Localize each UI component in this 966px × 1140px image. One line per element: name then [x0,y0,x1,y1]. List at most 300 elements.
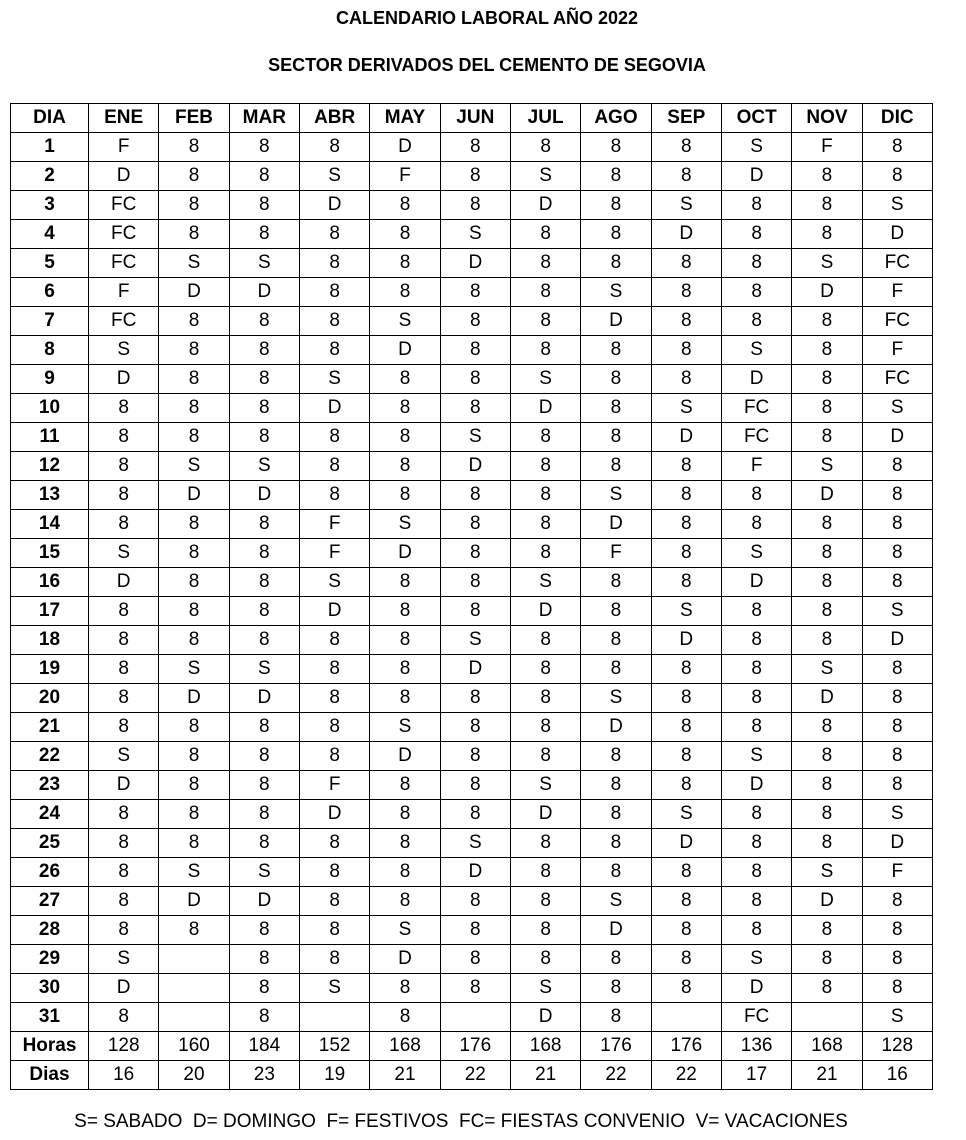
day-cell: 8 [370,684,440,713]
day-cell: 8 [159,336,229,365]
day-cell: 8 [229,597,299,626]
day-cell: FC [862,249,932,278]
day-cell: D [581,916,651,945]
day-cell: D [510,191,580,220]
day-cell: 8 [581,394,651,423]
day-cell: 8 [510,133,580,162]
table-row [11,162,933,191]
day-cell: D [89,568,159,597]
day-cell: 8 [370,626,440,655]
day-cell: S [792,452,862,481]
day-cell: F [89,133,159,162]
table-row [11,133,933,162]
day-cell: 8 [651,249,721,278]
day-cell: 8 [581,974,651,1003]
day-cell: 8 [862,133,932,162]
day-cell: 8 [370,365,440,394]
day-cell: 8 [721,249,791,278]
day-cell: 8 [651,162,721,191]
day-cell: 8 [159,742,229,771]
day-cell: F [862,858,932,887]
day-cell: 8 [721,655,791,684]
day-cell: 8 [299,133,369,162]
day-cell: 8 [370,829,440,858]
day-cell: D [299,394,369,423]
day-cell: S [862,191,932,220]
day-cell: 8 [229,568,299,597]
day-cell: D [370,945,440,974]
day-cell: S [229,452,299,481]
day-cell: F [862,336,932,365]
day-cell: 8 [440,771,510,800]
day-cell: 8 [440,974,510,1003]
day-cell: 8 [89,916,159,945]
day-cell: 8 [862,945,932,974]
day-cell: S [299,568,369,597]
day-cell: S [862,1003,932,1032]
day-cell: 8 [440,191,510,220]
day-number: 29 [11,945,89,974]
day-cell: 8 [299,655,369,684]
day-cell: 8 [581,858,651,887]
day-cell: 8 [159,220,229,249]
day-cell: S [229,249,299,278]
day-cell: 8 [792,800,862,829]
hours-value: 152 [299,1032,369,1061]
table-row [11,539,933,568]
day-cell: 8 [299,858,369,887]
day-cell: 8 [370,452,440,481]
day-cell: S [440,423,510,452]
day-cell: 8 [862,771,932,800]
day-cell: 8 [651,945,721,974]
day-cell: 8 [440,742,510,771]
day-cell: 8 [792,394,862,423]
day-cell: F [370,162,440,191]
day-cell: 8 [89,887,159,916]
day-cell: 8 [721,916,791,945]
day-cell: 8 [440,278,510,307]
day-cell: 8 [510,626,580,655]
day-cell: 8 [721,800,791,829]
day-cell: 8 [510,945,580,974]
table-row [11,249,933,278]
day-cell: 8 [229,539,299,568]
day-cell: 8 [721,887,791,916]
day-cell: 8 [510,887,580,916]
days-value: 19 [299,1061,369,1090]
day-cell: S [651,191,721,220]
hours-value: 184 [229,1032,299,1061]
day-cell: D [440,452,510,481]
day-cell: 8 [159,539,229,568]
day-cell: 8 [581,945,651,974]
day-cell: 8 [510,278,580,307]
day-number: 10 [11,394,89,423]
day-cell: D [299,800,369,829]
day-cell: 8 [299,220,369,249]
day-cell: 8 [229,800,299,829]
day-cell: 8 [651,307,721,336]
day-cell: 8 [862,916,932,945]
day-cell: 8 [440,133,510,162]
day-cell: 8 [370,249,440,278]
day-cell: S [510,365,580,394]
day-cell: 8 [651,278,721,307]
hours-value: 128 [862,1032,932,1061]
day-cell: FC [721,394,791,423]
day-cell: D [89,974,159,1003]
day-cell: 8 [510,481,580,510]
day-cell: 8 [159,133,229,162]
day-cell: D [510,800,580,829]
day-cell [159,945,229,974]
table-row [11,278,933,307]
day-cell: 8 [581,365,651,394]
day-cell: 8 [581,742,651,771]
day-cell: 8 [229,220,299,249]
day-number: 12 [11,452,89,481]
header-month: NOV [792,104,862,133]
day-number: 6 [11,278,89,307]
day-cell: 8 [229,191,299,220]
day-cell: S [370,307,440,336]
day-cell: D [370,742,440,771]
day-cell: 8 [440,510,510,539]
day-cell: D [89,162,159,191]
table-row [11,568,933,597]
day-cell: 8 [510,336,580,365]
table-row [11,858,933,887]
day-cell: D [510,394,580,423]
day-cell: S [581,887,651,916]
day-cell: 8 [370,394,440,423]
day-cell: 8 [229,742,299,771]
day-cell: 8 [440,945,510,974]
day-cell: 8 [721,510,791,539]
day-number: 19 [11,655,89,684]
hours-row [11,1032,933,1061]
days-row [11,1061,933,1090]
day-cell: 8 [792,597,862,626]
day-cell: D [721,771,791,800]
day-cell: D [510,597,580,626]
day-cell: 8 [229,365,299,394]
day-cell: 8 [862,568,932,597]
day-cell: S [440,220,510,249]
day-cell: 8 [581,249,651,278]
day-number: 21 [11,713,89,742]
day-number: 18 [11,626,89,655]
days-value: 21 [792,1061,862,1090]
day-cell: 8 [510,742,580,771]
day-cell: S [651,597,721,626]
day-cell: 8 [229,307,299,336]
day-cell: S [721,539,791,568]
day-cell: 8 [89,481,159,510]
day-cell: 8 [510,713,580,742]
day-cell: 8 [89,858,159,887]
day-cell: 8 [721,858,791,887]
day-cell: 8 [581,626,651,655]
day-cell: 8 [440,394,510,423]
day-cell: D [159,684,229,713]
table-row [11,191,933,220]
day-cell: 8 [862,684,932,713]
table-row [11,800,933,829]
day-cell: 8 [229,394,299,423]
day-cell: 8 [229,829,299,858]
hours-value: 160 [159,1032,229,1061]
day-cell: 8 [792,307,862,336]
header-month: SEP [651,104,721,133]
day-cell: 8 [370,278,440,307]
day-cell: 8 [721,278,791,307]
day-cell: 8 [792,568,862,597]
day-cell: S [581,481,651,510]
day-cell: 8 [229,423,299,452]
day-cell: 8 [159,191,229,220]
day-cell [792,1003,862,1032]
day-cell [159,1003,229,1032]
day-cell: 8 [721,597,791,626]
day-cell: 8 [440,162,510,191]
day-number: 4 [11,220,89,249]
day-cell: 8 [651,539,721,568]
day-cell: S [229,858,299,887]
legend: S= SABADO D= DOMINGO F= FESTIVOS FC= FIESTAS CONVENIO V= VACACIONES [74,1111,848,1132]
day-cell [299,1003,369,1032]
day-cell: S [229,655,299,684]
day-cell: D [862,220,932,249]
day-cell: S [510,162,580,191]
day-cell: 8 [229,510,299,539]
day-cell: S [862,800,932,829]
day-cell: D [862,829,932,858]
day-cell: FC [862,365,932,394]
day-cell: 8 [862,510,932,539]
day-cell: FC [862,307,932,336]
day-cell: 8 [862,539,932,568]
header-row [11,104,933,133]
day-cell: 8 [440,684,510,713]
day-cell: 8 [89,713,159,742]
day-number: 13 [11,481,89,510]
day-cell: 8 [440,307,510,336]
day-cell: S [721,336,791,365]
header-month: JUN [440,104,510,133]
day-cell: D [651,423,721,452]
day-number: 2 [11,162,89,191]
day-cell: 8 [581,133,651,162]
day-cell: D [862,423,932,452]
day-number: 15 [11,539,89,568]
day-cell [651,1003,721,1032]
days-value: 16 [862,1061,932,1090]
day-cell: D [299,597,369,626]
day-cell: 8 [299,684,369,713]
day-cell: S [299,365,369,394]
day-cell: 8 [89,655,159,684]
day-cell: 8 [299,945,369,974]
day-cell: 8 [299,713,369,742]
day-number: 14 [11,510,89,539]
day-cell: 8 [299,307,369,336]
day-cell: D [229,887,299,916]
day-cell: 8 [440,800,510,829]
day-cell: 8 [89,829,159,858]
day-number: 8 [11,336,89,365]
day-cell: 8 [792,220,862,249]
day-number: 23 [11,771,89,800]
day-cell: S [651,800,721,829]
table-row [11,307,933,336]
day-cell: D [792,684,862,713]
day-cell: 8 [651,568,721,597]
table-row [11,597,933,626]
day-cell: S [721,133,791,162]
hours-value: 176 [651,1032,721,1061]
day-number: 31 [11,1003,89,1032]
header-day: DIA [11,104,89,133]
day-cell: 8 [299,887,369,916]
day-cell: 8 [792,945,862,974]
day-cell: 8 [159,510,229,539]
day-cell: 8 [370,191,440,220]
day-cell [440,1003,510,1032]
day-cell: 8 [510,539,580,568]
day-cell: 8 [651,771,721,800]
day-number: 11 [11,423,89,452]
day-cell: 8 [159,365,229,394]
day-cell: 8 [89,597,159,626]
day-cell: 8 [159,307,229,336]
day-cell: 8 [159,568,229,597]
day-cell: 8 [862,713,932,742]
table-row [11,916,933,945]
day-cell: D [721,974,791,1003]
day-cell: 8 [581,800,651,829]
days-value: 22 [440,1061,510,1090]
day-cell: 8 [159,829,229,858]
day-cell: S [792,655,862,684]
day-cell: S [792,858,862,887]
day-cell: 8 [159,713,229,742]
day-cell: S [440,626,510,655]
day-cell: 8 [510,655,580,684]
day-cell: 8 [299,423,369,452]
header-month: ENE [89,104,159,133]
header-month: JUL [510,104,580,133]
day-cell: 8 [721,713,791,742]
days-value: 22 [581,1061,651,1090]
day-cell: 8 [370,858,440,887]
day-cell: D [159,887,229,916]
table-row [11,452,933,481]
table-row [11,365,933,394]
day-cell [159,974,229,1003]
day-cell: S [159,858,229,887]
day-cell: 8 [862,974,932,1003]
day-cell: 8 [229,336,299,365]
table-row [11,887,933,916]
day-cell: 8 [229,945,299,974]
day-cell: 8 [370,481,440,510]
day-cell: 8 [89,394,159,423]
table-row [11,829,933,858]
day-cell: 8 [159,771,229,800]
day-cell: FC [89,307,159,336]
day-cell: D [370,539,440,568]
hours-value: 168 [370,1032,440,1061]
hours-value: 168 [510,1032,580,1061]
header-month: MAR [229,104,299,133]
header-month: AGO [581,104,651,133]
day-number: 22 [11,742,89,771]
day-cell: D [651,626,721,655]
day-cell: 8 [89,626,159,655]
day-cell: D [510,1003,580,1032]
day-cell: 8 [651,887,721,916]
day-number: 7 [11,307,89,336]
hours-label: Horas [11,1032,89,1061]
day-cell: 8 [510,220,580,249]
day-cell: S [89,539,159,568]
day-cell: 8 [299,916,369,945]
day-cell: 8 [581,191,651,220]
day-cell: 8 [581,829,651,858]
day-cell: 8 [159,394,229,423]
day-cell: 8 [581,655,651,684]
day-cell: 8 [510,307,580,336]
day-cell: 8 [299,626,369,655]
day-cell: 8 [229,713,299,742]
table-row [11,510,933,539]
table-row [11,684,933,713]
header-month: OCT [721,104,791,133]
day-cell: FC [721,423,791,452]
day-cell: 8 [792,974,862,1003]
day-cell: D [581,510,651,539]
day-cell: 8 [651,858,721,887]
days-value: 16 [89,1061,159,1090]
page-title: CALENDARIO LABORAL AÑO 2022 [335,8,639,28]
day-cell: 8 [229,1003,299,1032]
day-cell: 8 [651,336,721,365]
table-row [11,974,933,1003]
day-cell: S [159,249,229,278]
day-cell: 8 [651,655,721,684]
day-cell: S [862,394,932,423]
day-cell: D [229,481,299,510]
day-cell: 8 [370,887,440,916]
day-cell: 8 [510,510,580,539]
day-number: 16 [11,568,89,597]
day-cell: D [440,249,510,278]
day-number: 26 [11,858,89,887]
day-cell: S [581,684,651,713]
day-cell: S [89,336,159,365]
day-cell: FC [89,191,159,220]
day-cell: 8 [89,452,159,481]
day-number: 17 [11,597,89,626]
day-cell: F [721,452,791,481]
day-cell: 8 [792,742,862,771]
day-cell: D [89,771,159,800]
day-cell: D [792,481,862,510]
day-cell: F [299,539,369,568]
day-cell: F [792,133,862,162]
